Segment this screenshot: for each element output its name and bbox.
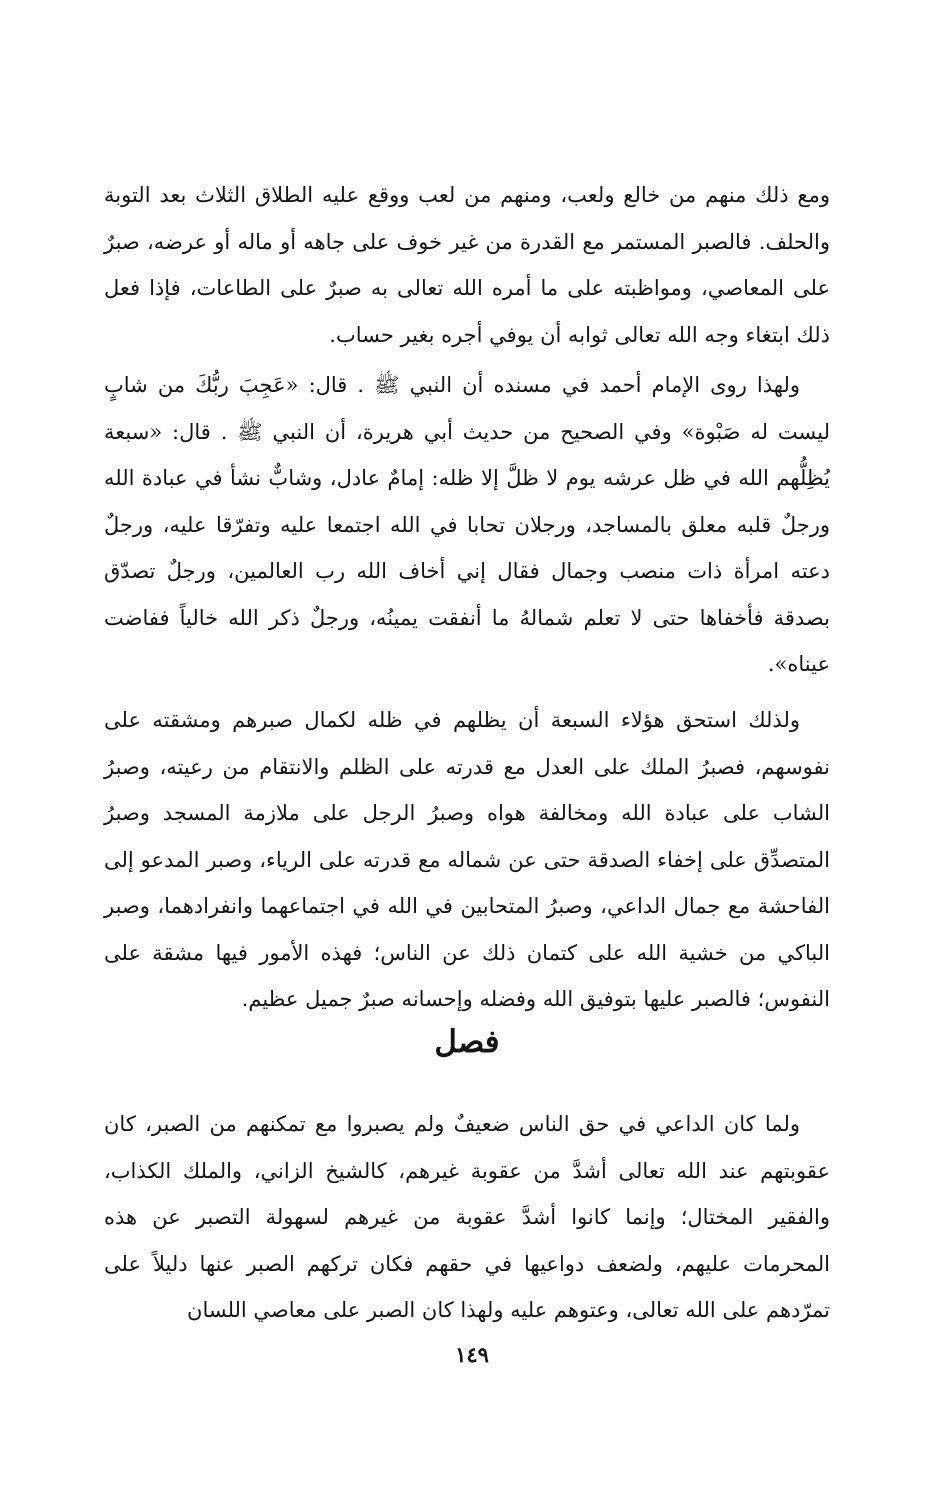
paragraph-block-4 <box>104 1101 830 1334</box>
section-heading: فصل <box>434 1024 500 1060</box>
paragraph-block-1 <box>104 172 830 358</box>
paragraph-block-2 <box>104 362 830 688</box>
paragraph-block-3 <box>104 697 830 1023</box>
paragraph: ولما كان الداعي في حق الناس ضعيفٌ ولم يصبروا مع تمكنهم من الصبر، كان عقوبتهم عند الله تعالى أشدَّ من عقوبة غيرهم، كالشيخ الزاني، والملك الكذاب، والفقير المختال؛ وإنما كانوا أشدَّ عقوبة من غيرهم لسهولة التصبر عن هذه المحرمات عليهم، ولضعف دواعيها في حقهم فكان تركهم الصبر عنها دليلاً على تمرّدهم على الله تعالى، وعتوهم عليه ولهذا كان الصبر على معاصي اللسان <box>104 1112 830 1322</box>
page-number: ١٤٩ <box>455 1342 489 1367</box>
paragraph: ومع ذلك منهم من خالع ولعب، ومنهم من لعب ووقع عليه الطلاق الثلاث بعد التوبة والحلف. فالصبر المستمر مع القدرة من غير خوف على جاهه أو ماله أو عرضه، صبرٌ على المعاصي، ومواظبته على ما أمره الله تعالى به صبرٌ على الطاعات، فإذا فعل ذلك ابتغاء وجه الله تعالى ثوابه أن يوفي أجره بغير حساب. <box>104 183 830 347</box>
paragraph: ولذلك استحق هؤلاء السبعة أن يظلهم في ظله لكمال صبرهم ومشقته على نفوسهم، فصبرُ الملك على العدل مع قدرته على الظلم والانتقام من رعيته، وصبرُ الشاب على عبادة الله ومخالفة هواه وصبرُ الرجل على ملازمة المسجد وصبرُ المتصدِّق على إخفاء الصدقة حتى عن شماله مع قدرته على الرياء، وصبر المدعو إلى الفاحشة مع جمال الداعي، وصبرُ المتحابين في الله في اجتماعهما وانفرادهما، وصبر الباكي من خشية الله على كتمان ذلك عن الناس؛ فهذه الأمور فيها مشقة على النفوس؛ فالصبر عليها بتوفيق الله وفضله وإحسانه صبرٌ جميل عظيم. <box>104 708 830 1011</box>
paragraph: ولهذا روى الإمام أحمد في مسنده أن النبي ﷺ . قال: «عَجِبَ ربُّكَ من شابٍ ليست له صَبْوة» وفي الصحيح من حديث أبي هريرة، أن النبي ﷺ . قال: «سبعة يُظِلُّهم الله في ظل عرشه يوم لا ظلَّ إلا ظله: إمامٌ عادل، وشابٌّ نشأ في عبادة الله ورجلٌ قلبه معلق بالمساجد، ورجلان تحابا في الله اجتمعا عليه وتفرّقا عليه، ورجلٌ دعته امرأة ذات منصب وجمال فقال إني أخاف الله رب العالمين، ورجلٌ تصدّق بصدقة فأخفاها حتى لا تعلم شمالهُ ما أنفقت يمينُه، ورجلٌ ذكر الله خالياً ففاضت عيناه». <box>104 373 830 676</box>
